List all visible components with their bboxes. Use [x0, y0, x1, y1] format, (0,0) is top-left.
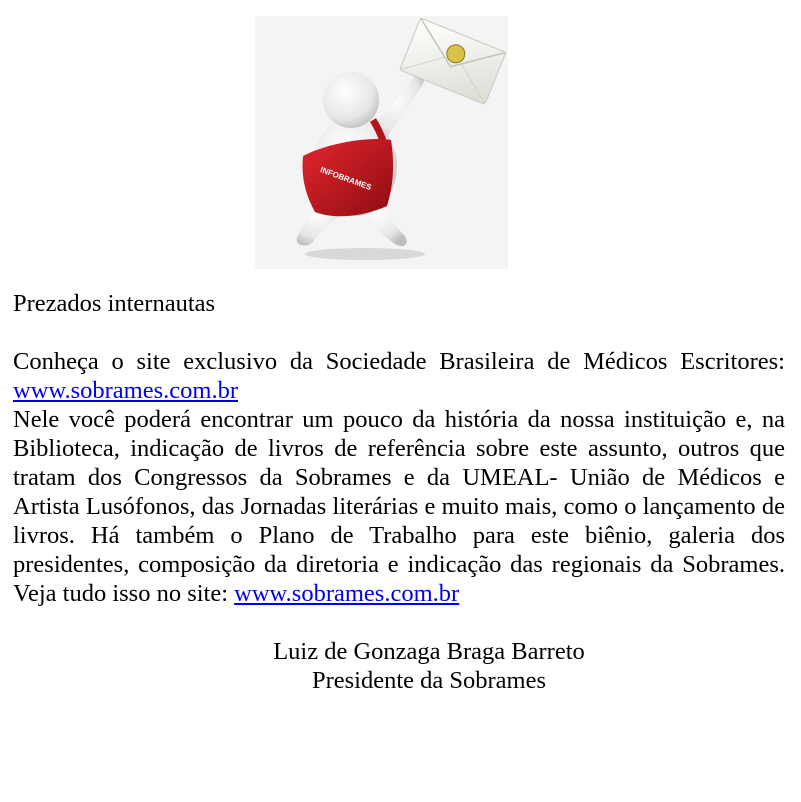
- mail-carrier-figure: [255, 16, 508, 269]
- sobrames-link-2[interactable]: www.sobrames.com.br: [234, 580, 460, 607]
- sobrames-link-1[interactable]: www.sobrames.com.br: [13, 377, 238, 404]
- greeting: Prezados internautas: [13, 290, 216, 317]
- figure-head: [323, 72, 379, 128]
- letter-body: [13, 289, 785, 695]
- bag-label: INFOBRAMES: [319, 165, 373, 193]
- paragraph-site-intro: [13, 347, 785, 405]
- paragraph-site-contents: [13, 405, 785, 608]
- paragraph-site-contents-text: Nele você poderá encontrar um pouco da história da nossa instituição e, na Biblioteca, indicação de livros de referência sobre este assunto, outros que tratam dos Congressos da Sobrames e da UMEAL- União de Médicos e Artista Lusófonos, das Jornadas literárias e muito mais, como o lançamento de livros. Há também o Plano de Trabalho para este biênio, galeria dos presidentes, composição da diretoria e indicação das regionais da Sobrames. Veja tudo isso no site:: [13, 406, 785, 607]
- signature-block: [13, 637, 785, 695]
- ground-shadow: [305, 248, 425, 260]
- signature-title: Presidente da Sobrames: [311, 667, 547, 694]
- spacer: [13, 318, 785, 347]
- paragraph-site-intro-text: Conheça o site exclusivo da Sociedade Brasileira de Médicos Escritores:: [13, 348, 785, 375]
- mail-carrier-illustration: [255, 16, 508, 269]
- signature-name: Luiz de Gonzaga Braga Barreto: [273, 638, 585, 665]
